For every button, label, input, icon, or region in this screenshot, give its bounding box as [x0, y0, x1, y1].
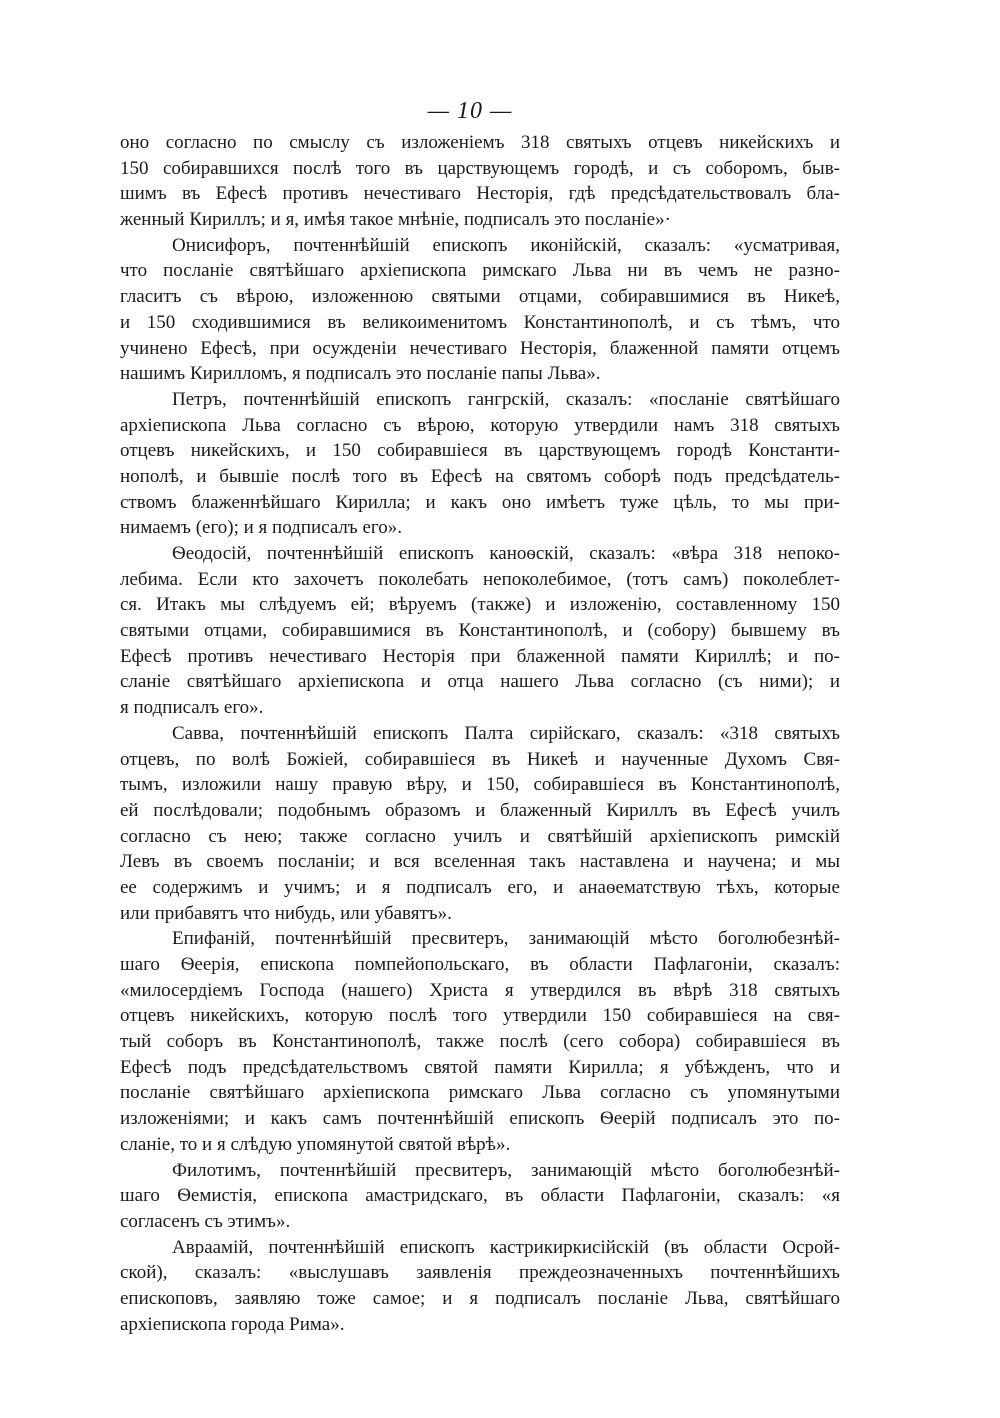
text-line: Ѳеодосій, почтеннѣйшій епископъ каноѳскій, сказалъ: «вѣра 318 непоко- [172, 543, 840, 564]
text-line: ее содержимъ и учимъ; и я подписалъ его, и анаѳематствую тѣхъ, которые [120, 876, 840, 898]
text-line: Ефесѣ противъ нечестиваго Несторія при блаженной памяти Кириллѣ; и по- [120, 645, 840, 667]
text-line: или прибавятъ что нибудь, или убавятъ». [120, 902, 452, 924]
text-line: тый соборъ въ Константинополѣ, также послѣ (сего собора) собиравшіеся въ [120, 1031, 840, 1053]
text-line: лебима. Если кто захочетъ поколебать непоколебимое, (тотъ самъ) поколеблет- [120, 568, 840, 590]
paragraph [120, 387, 840, 541]
paragraph [120, 541, 840, 721]
paragraph [120, 1158, 840, 1235]
text-line: нашимъ Кирилломъ, я подписалъ это посланіе папы Льва». [120, 363, 601, 385]
text-line: Епифаній, почтеннѣйшій пресвитеръ, занимающій мѣсто боголюбезнѣй- [172, 928, 840, 950]
text-line: шаго Ѳемистія, епископа амастридскаго, въ области Пафлагоніи, сказалъ: «я [120, 1185, 840, 1207]
text-line: Авраамій, почтеннѣйшій епископъ кастрикиркисійскій (въ области Осрой- [172, 1236, 840, 1258]
text-line: 150 собиравшихся послѣ того въ царствующемъ городѣ, и съ соборомъ, быв- [120, 157, 840, 179]
text-line: согласно съ нею; также согласно училъ и святѣйшій архіепископъ римскій [120, 825, 840, 847]
text-line: шаго Ѳеерія, епископа помпейопольскаго, въ области Пафлагоніи, сказалъ: [120, 954, 840, 975]
text-line: епископовъ, заявляю тоже самое; и я подписалъ посланіе Льва, святѣйшаго [120, 1287, 840, 1309]
text-line: отцевъ, по волѣ Божіей, собиравшіеся въ Никеѣ и наученные Духомъ Свя- [120, 748, 840, 770]
text-line: посланіе святѣйшаго архіепископа римскаго Льва согласно съ упомянутыми [120, 1082, 840, 1104]
paragraph [120, 721, 840, 927]
text-line: согласенъ съ этимъ». [120, 1210, 291, 1232]
paragraph [120, 926, 840, 1157]
text-line: ствомъ блаженнѣйшаго Кирилла; и какъ оно имѣетъ туже цѣль, то мы при- [120, 491, 840, 513]
text-line: Левъ въ своемъ посланіи; и вся вселенная такъ наставлена и научена; и мы [120, 851, 840, 873]
text-line: отцевъ никейскихъ, которую послѣ того утвердили 150 собиравшіеся на свя- [120, 1005, 840, 1027]
text-line: Савва, почтеннѣйшій епископъ Палта сирійскаго, сказалъ: «318 святыхъ [172, 722, 840, 744]
text-line: отцевъ никейскихъ, и 150 собиравшіеся въ царствующемъ городѣ Константи- [120, 440, 840, 462]
text-line: гласитъ съ вѣрою, изложенною святыми отцами, собиравшимися въ Никеѣ, [120, 286, 840, 308]
text-line: ской), сказалъ: «выслушавъ заявленія преждеозначенныхъ почтеннѣйшихъ [120, 1262, 840, 1284]
text-line: изложеніями; и какъ самъ почтеннѣйшій епископъ Ѳеерій подписалъ это по- [120, 1108, 840, 1130]
text-line: оно согласно по смыслу съ изложеніемъ 318 святыхъ отцевъ никейскихъ и [120, 132, 840, 153]
text-line: Ефесѣ подъ предсѣдательствомъ святой памяти Кирилла; я убѣжденъ, что и [120, 1056, 840, 1078]
paragraph [120, 233, 840, 387]
text-line: сланіе, то и я слѣдую упомянутой святой вѣрѣ». [120, 1133, 511, 1155]
text-line: «милосердіемъ Господа (нашего) Христа я утвердился въ вѣрѣ 318 святыхъ [120, 979, 840, 1001]
text-line: ей послѣдовали; подобнымъ образомъ и блаженный Кириллъ въ Ефесѣ училъ [120, 799, 840, 821]
text-line: архіепископа города Рима». [120, 1313, 345, 1335]
text-line: ся. Итакъ мы слѣдуемъ ей; вѣруемъ (также) и изложенію, составленному 150 [120, 594, 840, 616]
text-line: архіепископа Льва согласно съ вѣрою, которую утвердили намъ 318 святыхъ [120, 414, 840, 436]
text-line: и 150 сходившимися въ великоименитомъ Константинополѣ, и съ тѣмъ, что [120, 311, 840, 333]
text-line: Петръ, почтеннѣйшій епископъ гангрскій, сказалъ: «посланіе святѣйшаго [172, 388, 840, 410]
paragraph [120, 1235, 840, 1338]
text-line: я подписалъ его». [120, 697, 264, 719]
text-line: нимаемъ (его); и я подписалъ его». [120, 517, 402, 539]
text-line: тымъ, изложили нашу правую вѣру, и 150, собиравшіеся въ Константинополѣ, [120, 774, 840, 796]
paragraph [120, 130, 840, 233]
text-line: учинено Ефесѣ, при осужденіи нечестиваго Несторія, блаженной памяти отцемъ [120, 337, 840, 359]
page-number: — 10 — [427, 98, 513, 124]
text-line: сланіе святѣйшаго архіепископа и отца нашего Льва согласно (съ ними); и [120, 671, 840, 693]
text-line: Онисифоръ, почтеннѣйшій епископъ иконійскій, сказалъ: «усматривая, [172, 234, 840, 256]
text-line: что посланіе святѣйшаго архіепископа римскаго Льва ни въ чемъ не разно- [120, 260, 840, 282]
text-line: шимъ въ Ефесѣ противъ нечестиваго Несторія, гдѣ предсѣдательствовалъ бла- [120, 183, 840, 205]
text-line: женный Кириллъ; и я, имѣя такое мнѣніе, подписалъ это посланіе»· [120, 209, 671, 231]
text-line: святыми отцами, собиравшимися въ Константинополѣ, и (собору) бывшему въ [120, 620, 840, 642]
text-line: нополѣ, и бывшіе послѣ того въ Ефесѣ на святомъ соборѣ подъ предсѣдатель- [120, 465, 840, 487]
body-text [120, 130, 840, 1337]
text-line: Филотимъ, почтеннѣйшій пресвитеръ, занимающій мѣсто боголюбезнѣй- [172, 1159, 840, 1181]
